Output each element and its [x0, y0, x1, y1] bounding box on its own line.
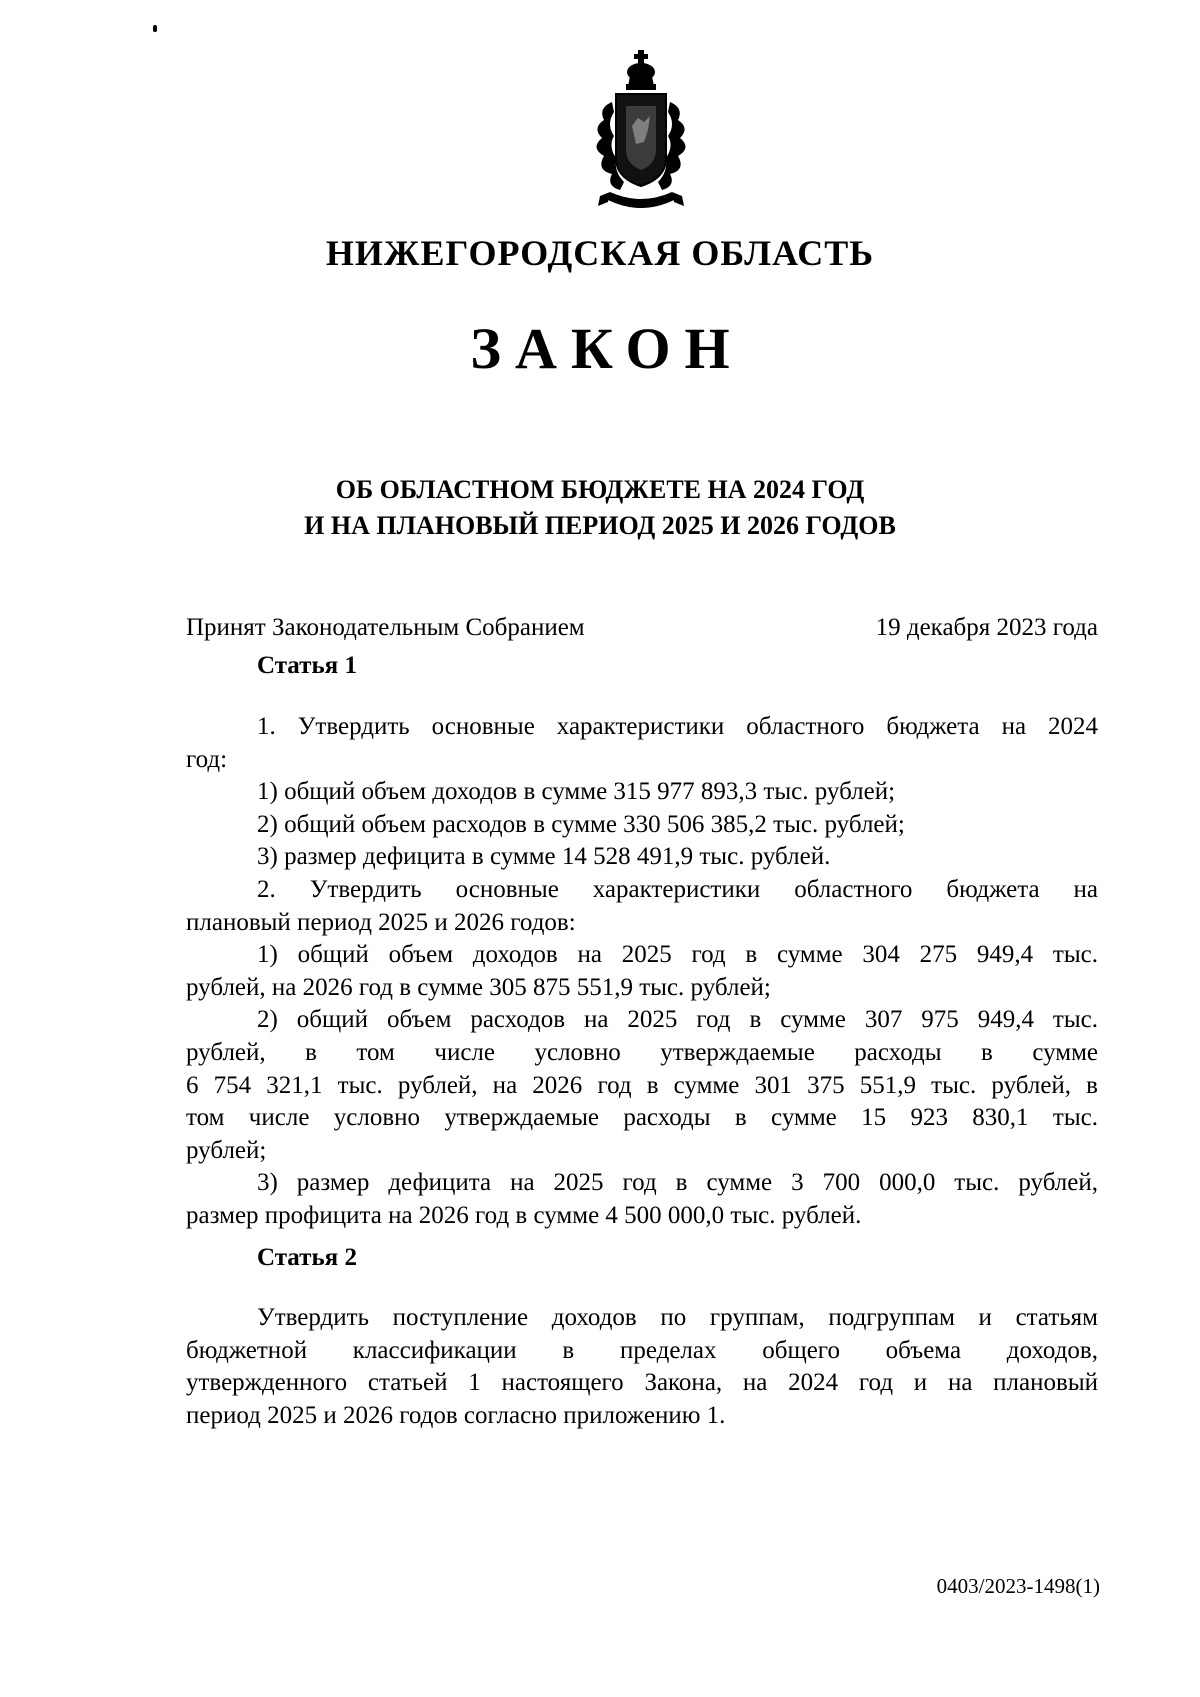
- list-item: 1) общий объем доходов в сумме 315 977 893,3 тыс. рублей;: [257, 778, 896, 806]
- paragraph-line: утвержденного статьей 1 настоящего Закона, на 2024 год и на плановый: [186, 1369, 1098, 1397]
- paragraph-line: плановый период 2025 и 2026 годов:: [186, 908, 576, 936]
- list-item-continuation: рублей, на 2026 год в сумме 305 875 551,9 тыс. рублей;: [186, 973, 771, 1001]
- document-code: 0403/2023-1498(1): [936, 1574, 1100, 1598]
- document-title: [0, 472, 1200, 544]
- paragraph-line: 2. Утвердить основные характеристики областного бюджета на: [257, 875, 1098, 903]
- article-2-body: [186, 1302, 1098, 1432]
- paragraph-line: Утвердить поступление доходов по группам, подгруппам и статьям: [257, 1304, 1098, 1331]
- coat-of-arms-emblem: [574, 46, 708, 216]
- list-item-continuation: размер профицита на 2026 год в сумме 4 500 000,0 тыс. рублей.: [186, 1201, 862, 1229]
- list-item-continuation: рублей;: [186, 1136, 267, 1164]
- paragraph-line: период 2025 и 2026 годов согласно приложению 1.: [186, 1401, 726, 1429]
- article-2-heading: Статья 2: [257, 1244, 357, 1271]
- paragraph-line: бюджетной классификации в пределах общего объема доходов,: [186, 1336, 1098, 1364]
- list-item: 2) общий объем расходов в сумме 330 506 385,2 тыс. рублей;: [257, 810, 905, 838]
- list-item: 3) размер дефицита на 2025 год в сумме 3 700 000,0 тыс. рублей,: [257, 1169, 1098, 1197]
- paragraph-line: год:: [186, 745, 228, 773]
- list-item: 1) общий объем доходов на 2025 год в сумме 304 275 949,4 тыс.: [257, 941, 1098, 969]
- coat-of-arms-icon: [574, 46, 708, 216]
- list-item: 3) размер дефицита в сумме 14 528 491,9 тыс. рублей.: [257, 843, 831, 871]
- title-line: И НА ПЛАНОВЫЙ ПЕРИОД 2025 И 2026 ГОДОВ: [304, 511, 896, 540]
- list-item: 2) общий объем расходов на 2025 год в сумме 307 975 949,4 тыс.: [257, 1006, 1098, 1034]
- paragraph-line: 1. Утвердить основные характеристики областного бюджета на 2024: [257, 713, 1098, 740]
- scan-speck: [153, 25, 157, 32]
- title-line: ОБ ОБЛАСТНОМ БЮДЖЕТЕ НА 2024 ГОД: [335, 475, 865, 504]
- adoption-date: 19 декабря 2023 года: [875, 614, 1098, 641]
- adopted-by: Принят Законодательным Собранием: [186, 614, 585, 641]
- document-type: ЗАКОН: [470, 316, 744, 381]
- region-name: НИЖЕГОРОДСКАЯ ОБЛАСТЬ: [325, 233, 875, 273]
- list-item-continuation: 6 754 321,1 тыс. рублей, на 2026 год в сумме 301 375 551,9 тыс. рублей, в: [186, 1071, 1098, 1099]
- article-1-body: [186, 711, 1098, 1233]
- article-1-heading: Статья 1: [257, 652, 357, 679]
- list-item-continuation: том числе условно утверждаемые расходы в сумме 15 923 830,1 тыс.: [186, 1104, 1098, 1132]
- list-item-continuation: рублей, в том числе условно утверждаемые расходы в сумме: [186, 1038, 1098, 1066]
